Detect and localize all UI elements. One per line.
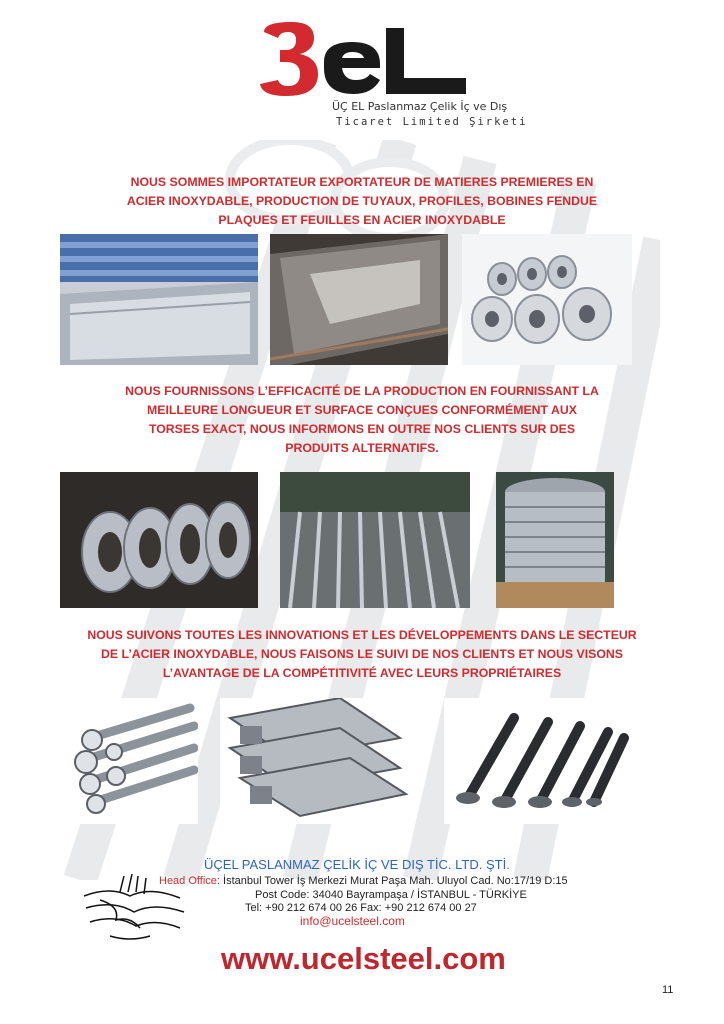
hands-icon [80, 856, 188, 948]
logo-subtitle-line1: ÜÇ EL Paslanmaz Çelik İç ve Dış [332, 100, 508, 113]
company-logo [252, 18, 528, 150]
paragraph-line: DE L’ACIER INOXYDABLE, NOUS FAISONS LE SUIVI DE NOS CLIENTS ET NOUS VISONS [100, 647, 623, 661]
logo-mark-icon [252, 18, 472, 98]
email-link[interactable]: info@ucelsteel.com [300, 914, 405, 928]
intro-paragraph [82, 173, 642, 230]
oval-profiles-photo [444, 698, 636, 824]
post-code-line: Post Code: 34040 Bayrampaşa / İSTANBUL - TÜRKİYE [255, 889, 527, 901]
slit-coil-strips-photo [60, 472, 258, 608]
paragraph-line: L’AVANTAGE DE LA COMPÉTITIVITÉ AVEC LEURS PROPRIÉTAIRES [162, 666, 562, 680]
banded-coil-on-pallet-photo [496, 472, 614, 608]
paragraph-line: TORSES EXACT, NOUS INFORMONS EN OUTRE NOS CLIENTS SUR DES [148, 422, 576, 436]
round-tubes-photo [70, 698, 198, 824]
innovation-paragraph [42, 626, 682, 683]
head-office-line [159, 875, 568, 887]
paragraph-line: MEILLEURE LONGUEUR ET SURFACE CONÇUES CONFORMÉMENT AUX [147, 403, 577, 417]
head-office-address: İstanbul Tower İş Merkezi Murat Paşa Mah. Uluyol Cad. No:17/19 D:15 [223, 875, 568, 887]
paragraph-line: PLAQUES ET FEUILLES EN ACIER INOXYDABLE [218, 213, 506, 227]
steel-coils-photo [462, 234, 632, 365]
company-name: ÜÇEL PASLANMAZ ÇELİK İÇ VE DIŞ TİC. LTD. ŞTİ. [204, 857, 510, 872]
slitting-line-photo [280, 472, 470, 608]
paragraph-line: NOUS SUIVONS TOUTES LES INNOVATIONS ET LES DÉVELOPPEMENTS DANS LE SECTEUR [87, 628, 637, 642]
paragraph-line: NOUS SOMMES IMPORTATEUR EXPORTATEUR DE MATIERES PREMIERES EN [130, 175, 594, 189]
logo-subtitle-line2: Ticaret Limited Şirketi [336, 116, 528, 128]
polished-steel-plate-photo [270, 234, 448, 365]
paragraph-line: PRODUITS ALTERNATIFS. [285, 441, 439, 455]
phone-fax-line: Tel: +90 212 674 00 26 Fax: +90 212 674 00 27 [245, 902, 477, 914]
page-number: 11 [662, 984, 674, 996]
paragraph-line: NOUS FOURNISSONS L’EFFICACITÉ DE LA PRODUCTION EN FOURNISSANT LA [125, 384, 599, 398]
head-office-label: Head Office: [159, 875, 220, 887]
paragraph-line: ACIER INOXYDABLE, PRODUCTION DE TUYAUX, PROFILES, BOBINES FENDUE [126, 194, 598, 208]
square-tubes-photo [220, 698, 412, 824]
joined-hands-illustration [80, 856, 188, 948]
efficiency-paragraph [82, 382, 642, 458]
website-link[interactable]: www.ucelsteel.com [221, 941, 506, 976]
stacked-steel-sheets-photo [60, 234, 258, 365]
